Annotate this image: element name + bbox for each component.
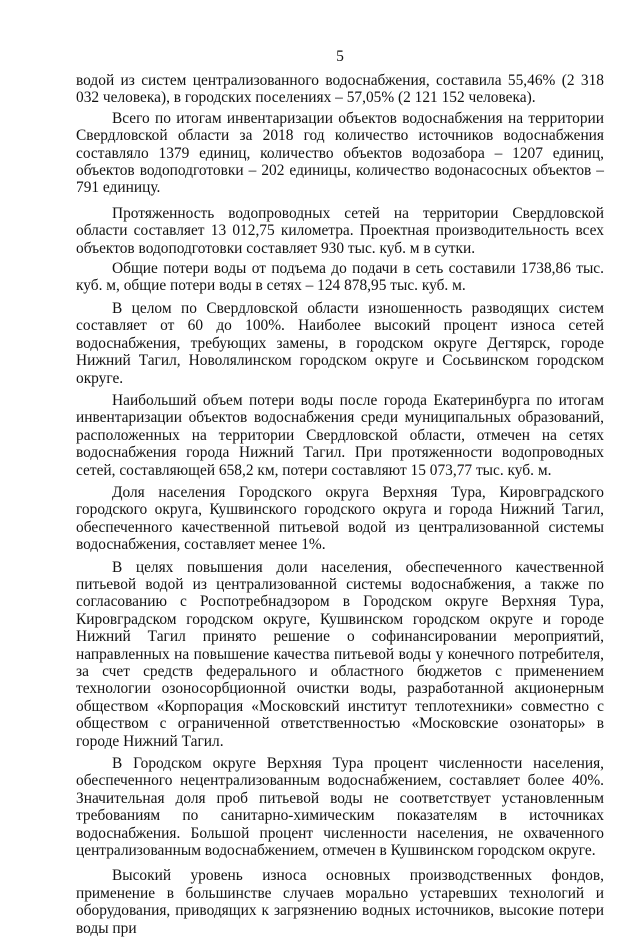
paragraph-quality-water-share: Доля населения Городского округа Верхняя Тура, Кировградского городского округа, Кушвинского городского округа и города Нижний Тагил, обеспеченного качественной питьевой водой из централизованной системы водоснабжения, составляет менее 1%. bbox=[76, 483, 604, 554]
paragraph-verkhnyaya-tura: В Городском округе Верхняя Тура процент численности населения, обеспеченного нецентрализованным водоснабжением, составляет более 40%. Значительная доля проб питьевой воды не соответствует установленным требованиям по санитарно-химическим показателям в источниках водоснабжения. Большой процент численности населения, не охваченного централизованным водоснабжением, отмечен в Кушвинском городском округе. bbox=[76, 755, 604, 860]
paragraph-network-wear: В целом по Свердловской области изношенность разводящих систем составляет от 60 до 100%. Наиболее высокий процент износа сетей водоснабжения, требующих замены, в городском округе Дегтярск, городе Нижний Тагил, Новолялинском городском округе и Сосьвинском городском округе. bbox=[76, 299, 604, 387]
paragraph-cofinancing-decision: В целях повышения доли населения, обеспеченного качественной питьевой водой из централизованной системы водоснабжения, а также по согласованию с Роспотребнадзором в Городском округе Верхняя Тура, Кировградском городском округе, Кушвинском городском округе и городе Нижний Тагил принято решение о софинансировании мероприятий, направленных на повышение качества питьевой воды у конечного потребителя, за счет средств федерального и областного бюджетов с применением технологии озоносорбционной очистки воды, разработанной акционерным обществом «Корпорация «Московский институт теплотехники» совместно с обществом с ограниченной ответственностью «Московские озонаторы» в городе Нижний Тагил. bbox=[76, 558, 604, 750]
paragraph-population-share: водой из систем централизованного водоснабжения, составила 55,46% (2 318 032 человека), в городских поселениях – 57,05% (2 121 152 человека). bbox=[76, 72, 604, 107]
paragraph-inventory-counts: Всего по итогам инвентаризации объектов водоснабжения на территории Свердловской области за 2018 год количество источников водоснабжения составляло 1379 единиц, количество объектов водозабора – 1207 единиц, объектов водоподготовки – 202 единицы, количество водонасосных объектов – 791 единицу. bbox=[76, 109, 604, 197]
page-number: 5 bbox=[336, 48, 344, 65]
document-page bbox=[76, 48, 604, 940]
paragraph-network-length: Протяженность водопроводных сетей на территории Свердловской области составляет 13 012,75 километра. Проектная производительность всех объектов водоподготовки составляет 930 тыс. куб. м в сутки. bbox=[76, 204, 604, 257]
paragraph-water-losses: Общие потери воды от подъема до подачи в сеть составили 1738,86 тыс. куб. м, общие потери воды в сетях – 124 878,95 тыс. куб. м. bbox=[76, 260, 604, 295]
paragraph-nizhny-tagil-losses: Наибольший объем потери воды после города Екатеринбурга по итогам инвентаризации объектов водоснабжения среди муниципальных образований, расположенных на территории Свердловской области, отмечен на сетях водоснабжения города Нижний Тагил. При протяженности водопроводных сетей, составляющей 658,2 км, потери составляют 15 073,77 тыс. куб. м. bbox=[76, 391, 604, 479]
paragraph-fixed-assets-wear: Высокий уровень износа основных производственных фондов, применение в большинстве случаев морально устаревших технологий и оборудования, приводящих к загрязнению водных источников, высокие потери воды при bbox=[76, 867, 604, 937]
